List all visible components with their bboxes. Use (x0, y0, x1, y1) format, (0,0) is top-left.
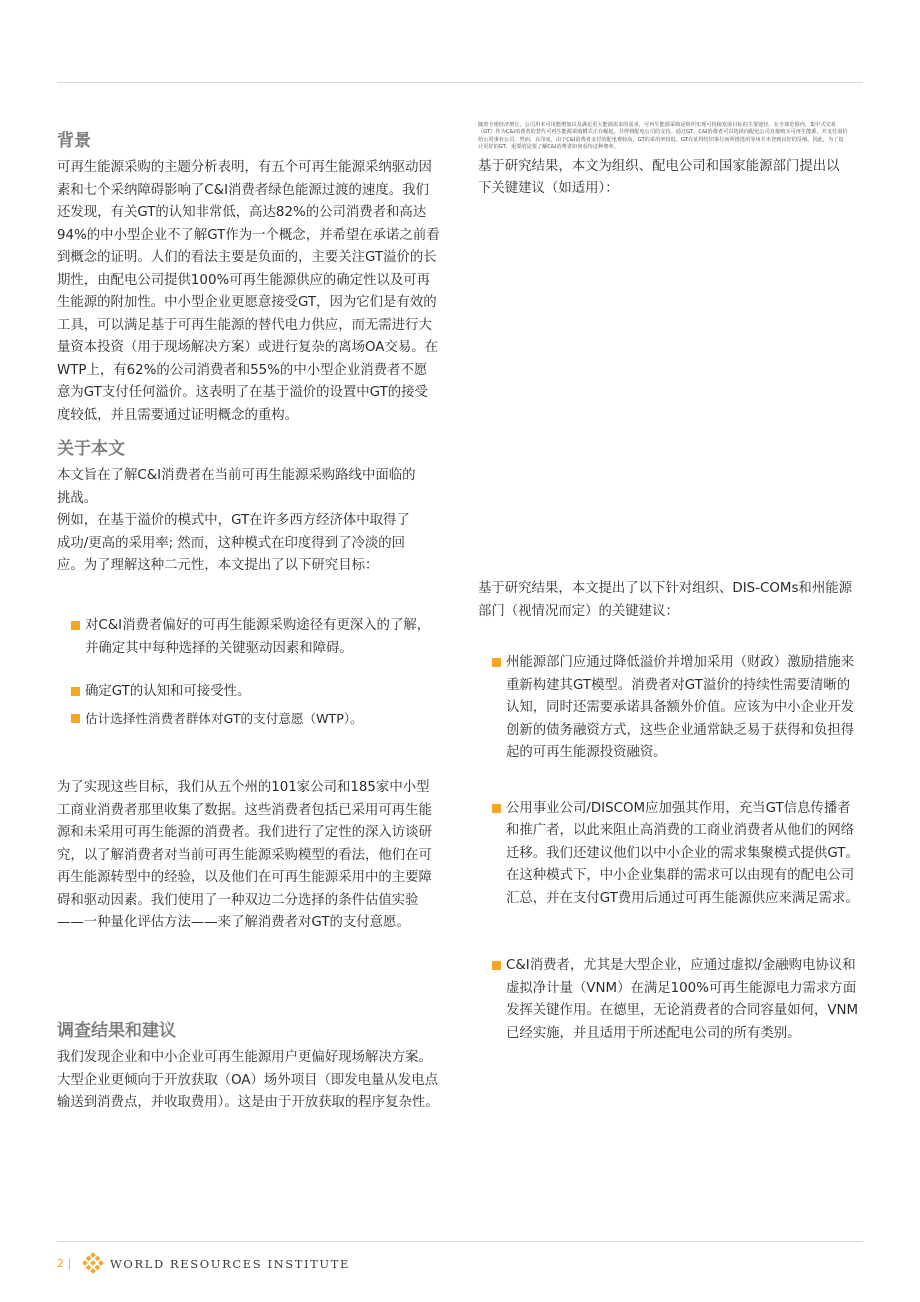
bullet-square-icon (492, 804, 501, 813)
brand-name: WORLD RESOURCES INSTITUTE (110, 1257, 350, 1271)
fine-print: 随着全球经济增长，公司用本可用能增加以及满足更大能源需求的需求，可再生能源采购是组织实现可持续发展目标的主要途径。在全球范围内，集中式交易（GT）作为C&I消费者的替代可再生能源采购模式正在崛起，并得到配电公司的支持。通过GT，C&I消费者可以选择向配电公司直接购买可再生能源，并支付溢价给公用事业公司。然而，在印度，由于C&I消费者支付的配电费较高，GT的采用率较低。GT在某得结识事行而所推选用等州并未登到良好的反响。因此，为了设计更好的GT，重要的是要了解C&I消费者如何看待这种费率。 (478, 122, 848, 151)
about-section (57, 434, 440, 578)
findings-heading: 调查结果和建议 (57, 1021, 176, 1041)
findings-paragraph: 我们发现企业和中小企业可再生能源用户更偏好现场解决方案。大型企业更倾向于开放获取（OA）场外项目（即发电量从发电点输送到消费点，并收取费用）。这是由于开放获取的程序复杂性。 (57, 1050, 439, 1110)
methods-section (57, 777, 440, 935)
about-intro: 本文旨在了解C&I消费者在当前可再生能源采购路线中面临的挑战。 (57, 468, 416, 506)
recommendation-item: 州能源部门应通过降低溢价并增加采用（财政）激励措施来重新构建其GT模型。消费者对GT溢价的持续性需要清晰的认知，同时还需要承诺具备额外价值。应该为中小企业开发创新的债务融资方式，这些企业通常缺乏易于获得和负担得起的可再生能源投资融资。 (492, 652, 860, 765)
methods-paragraph: 为了实现这些目标，我们从五个州的101家公司和185家中小型工商业消费者那里收集了数据。这些消费者包括已采用可再生能源和未采用可再生能源的消费者。我们进行了定性的深入访谈研究，以了解消费者对当前可再生能源采购模型的看法，他们在可再生能源转型中的经验，以及他们在可再生能源采用中的主要障碍和驱动因素。我们使用了一种双边二分选择的条件估值实验——一种量化评估方法——来了解消费者对GT的支付意愿。 (57, 780, 432, 930)
findings-section (57, 1016, 440, 1115)
about-heading: 关于本文 (57, 439, 125, 459)
recommendations-intro: 基于研究结果，本文为组织、配电公司和国家能源部门提出以下关键建议（如适用）： (478, 158, 840, 197)
recommendation-item: 公用事业公司/DISCOM应加强其作用，充当GT信息传播者和推广者，以此来阻止高消费的工商业消费者从他们的网络迁移。我们还建议他们以中小企业的需求集聚模式提供GT。在这种模式下，中小企业集群的需求可以由现有的配电公司汇总，并在支付GT费用后通过可再生能源供应来满足需求。 (492, 798, 860, 911)
bullet-square-icon (492, 961, 501, 970)
bullet-square-icon (71, 714, 80, 723)
right-column (478, 122, 848, 201)
recommendation-item: C&I消费者，尤其是大型企业，应通过虚拟/金融购电协议和虚拟净计量（VNM）在满足100%可再生能源电力需求方面发挥关键作用。在德里，无论消费者的合同容量如何，VNM已经实施，并且适用于所述配电公司的所有类别。 (492, 955, 860, 1045)
recommendations-intro-alt: 基于研究结果，本文提出了以下针对组织、DIS-COMs和州能源部门（视情况而定）的关键建议： (478, 581, 852, 619)
about-context: 例如，在基于溢价的模式中，GT在许多西方经济体中取得了成功/更高的采用率; 然而，这种模式在印度得到了冷淡的回应。为了理解这种二元性，本文提出了以下研究目标： (57, 513, 410, 573)
objective-item: 对C&I消费者偏好的可再生能源采购途径有更深入的了解，并确定其中每种选择的关键驱动因素和障碍。 (71, 615, 431, 660)
background-paragraph: 可再生能源采购的主题分析表明，有五个可再生能源采纳驱动因素和七个采纳障碍影响了C&I消费者绿色能源过渡的速度。我们还发现，有关GT的认知非常低，高达82%的公司消费者和高达94%的中小型企业不了解GT作为一个概念，并希望在承诺之前看到概念的证明。人们的看法主要是负面的，主要关注GT溢价的长期性，由配电公司提供100%可再生能源供应的确定性以及可再生能源的附加性。中小型企业更愿意接受GT，因为它们是有效的工具，可以满足基于可再生能源的替代电力供应，而无需进行大量资本投资（用于现场解决方案）或进行复杂的离场OA交易。在WTP上，有62%的公司消费者和55%的中小型企业消费者不愿意为GT支付任何溢价。这表明了在基于溢价的设置中GT的接受度较低，并且需要通过证明概念的重构。 (57, 160, 440, 423)
about-bullets (71, 615, 431, 730)
bullet-square-icon (71, 687, 80, 696)
recommendation-list (492, 652, 860, 1045)
wri-logo-icon (82, 1252, 104, 1274)
bullet-square-icon (492, 658, 501, 667)
objective-item: 确定GT的认知和可接受性。 (71, 681, 431, 704)
bullet-square-icon (71, 621, 80, 630)
bottom-rule (57, 1241, 863, 1242)
top-rule (57, 82, 863, 83)
background-heading: 背景 (57, 131, 91, 151)
page-number: 2 | (57, 1257, 72, 1270)
left-column (57, 126, 440, 427)
objective-item: 估计选择性消费者群体对GT的支付意愿（WTP）。 (71, 708, 431, 731)
